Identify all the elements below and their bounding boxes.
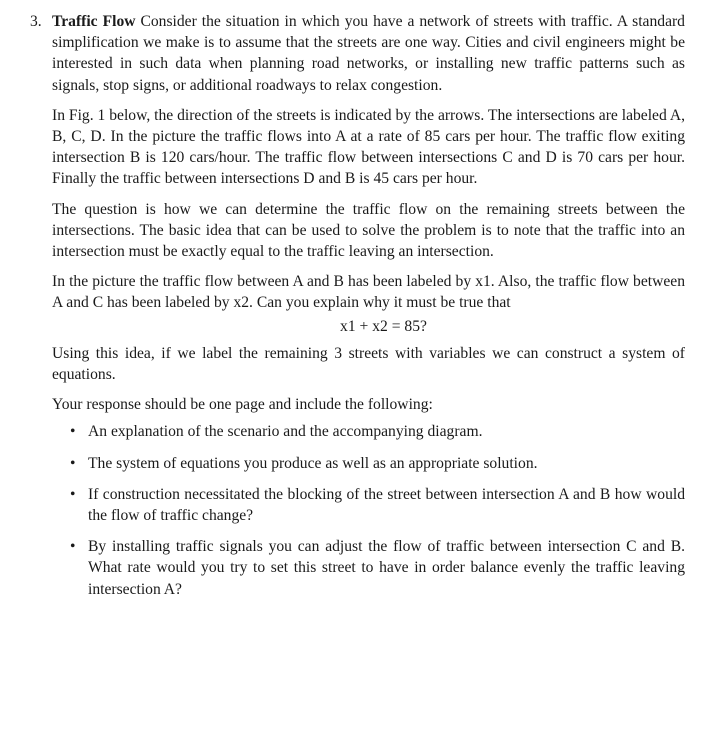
list-item <box>52 484 685 526</box>
question-paragraph: The question is how we can determine the traffic flow on the remaining streets between the intersections. The basic idea that can be used to solve the problem is to note that the traffic into an intersection must be exactly equal to the traffic leaving an intersection. <box>52 200 685 261</box>
intro-text: Consider the situation in which you have a network of streets with traffic. A standard simplification we make is to assume that the streets are one way. Cities and civil engineers might be interested in such data when planning road networks, or installing new traffic patterns such as signals, stop signs, or additional roadways to relax congestion. <box>52 13 685 94</box>
bullet-icon: • <box>70 485 76 503</box>
list-item <box>52 536 685 600</box>
bullet-icon: • <box>70 454 76 472</box>
response-paragraph: Your response should be one page and include the following: <box>52 396 433 414</box>
problem-title: Traffic Flow <box>52 13 136 30</box>
figure-description-paragraph: In Fig. 1 below, the direction of the streets is indicated by the arrows. The intersections are labeled A, B, C, D. In the picture the traffic flows into A at a rate of 85 cars per hour. The traffic flow exiting intersection B is 120 cars/hour. The traffic flow between intersections C and D is 70 cars per hour. Finally the traffic between intersections D and B is 45 cars per hour. <box>52 106 685 188</box>
list-item <box>52 421 685 442</box>
list-item-text: The system of equations you produce as well as an appropriate solution. <box>88 454 538 472</box>
system-paragraph: Using this idea, if we label the remaining 3 streets with variables we can construct a system of equations. <box>52 344 685 384</box>
variables-paragraph: In the picture the traffic flow between A and B has been labeled by x1. Also, the traffic flow between A and C has been labeled by x2. Can you explain why it must be true that <box>52 273 685 312</box>
list-item-text: If construction necessitated the blocking of the street between intersection A and B how would the flow of traffic change? <box>88 485 685 525</box>
list-item-text: An explanation of the scenario and the accompanying diagram. <box>88 423 483 441</box>
bullet-icon: • <box>70 423 76 441</box>
list-item-text: By installing traffic signals you can adjust the flow of traffic between intersection C and B. What rate would you try to set this street to have in order balance evenly the traffic leaving intersection A? <box>88 538 685 598</box>
requirements-list <box>52 421 685 599</box>
problem-number: 3. <box>30 13 42 30</box>
equation: x1 + x2 = 85? <box>340 317 427 335</box>
intro-paragraph <box>52 11 685 96</box>
bullet-icon: • <box>70 538 76 556</box>
problem-document <box>30 11 685 610</box>
list-item <box>52 453 685 474</box>
